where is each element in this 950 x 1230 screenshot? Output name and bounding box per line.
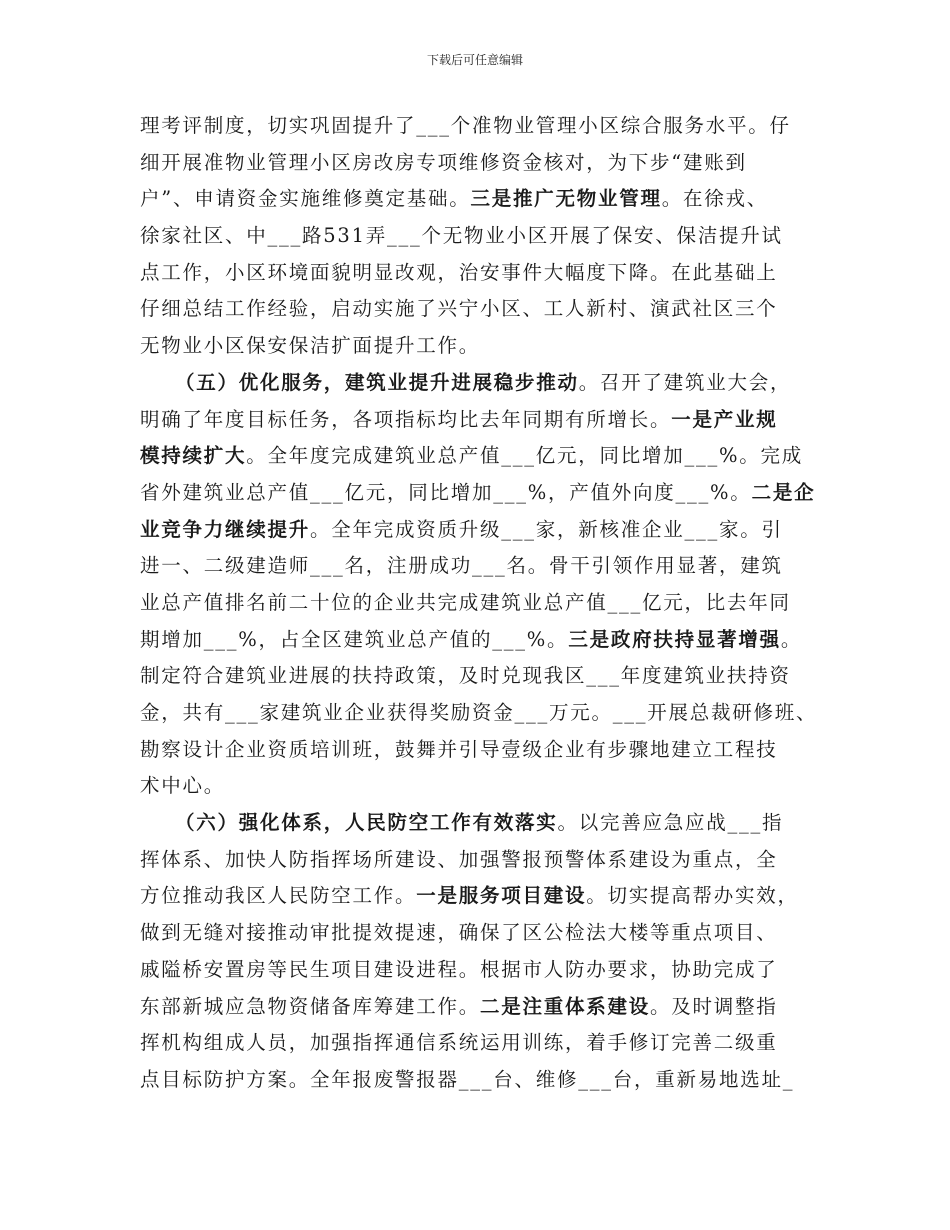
text-run: 挥机构组成人员，加强指挥通信系统运用训练，着手修订完善二级重 bbox=[140, 1031, 778, 1055]
text-run: 做到无缝对接推动审批提效提速，确保了区公检法大楼等重点项目、 bbox=[140, 921, 778, 945]
text-line bbox=[140, 1062, 820, 1099]
text-run: 点工作，小区环境面貌明显改观，治安事件大幅度下降。在此基础上 bbox=[140, 260, 778, 284]
text-line bbox=[140, 732, 820, 769]
text-run: 理考评制度，切实巩固提升了___个准物业管理小区综合服务水平。仔 bbox=[140, 114, 791, 137]
text-line bbox=[140, 108, 820, 145]
text-line bbox=[140, 548, 820, 585]
text-run: 。及时调整指 bbox=[650, 994, 778, 1018]
text-run: 徐家社区、中___路531弄___个无物业小区开展了保安、保洁提升试 bbox=[140, 224, 783, 248]
bold-text-run: （五）优化服务，建筑业提升进展稳步推动 bbox=[175, 370, 579, 394]
text-run: 细开展准物业管理小区房改房专项维修资金核对，为下步“建账到 bbox=[140, 150, 747, 174]
text-run: 挥体系、加快人防指挥场所建设、加强警报预警体系建设为重点，全 bbox=[140, 847, 778, 871]
text-line bbox=[140, 1025, 820, 1062]
text-run: 。全年完成资质升级___家，新核准企业___家。引 bbox=[310, 517, 783, 541]
text-run: 。以完善应急应战___指 bbox=[557, 811, 784, 835]
text-line bbox=[140, 878, 820, 915]
text-line bbox=[140, 218, 820, 255]
text-line bbox=[140, 658, 820, 695]
text-line bbox=[140, 291, 820, 328]
text-line bbox=[140, 475, 820, 512]
bold-text-run: 一是产业规 bbox=[671, 407, 778, 431]
text-line bbox=[140, 915, 820, 952]
text-run: 戚隘桥安置房等民生项目建设进程。根据市人防办要求，协助完成了 bbox=[140, 957, 778, 981]
text-line bbox=[140, 145, 820, 182]
text-line bbox=[140, 952, 820, 989]
text-run: 期增加___%，占全区建筑业总产值的___%。 bbox=[140, 627, 569, 651]
text-run: 。全年度完成建筑业总产值___亿元，同比增加___%。完成 bbox=[246, 444, 804, 468]
bold-text-run: 一是服务项目建设 bbox=[416, 884, 587, 908]
text-run: 勘察设计企业资质培训班，鼓舞并引导壹级企业有步骤地建立工程技 bbox=[140, 737, 778, 761]
text-line bbox=[140, 585, 820, 622]
text-run: 。召开了建筑业大会， bbox=[578, 370, 792, 394]
text-line bbox=[140, 695, 820, 732]
text-line bbox=[140, 989, 820, 1026]
bold-text-run: 业竞争力继续提升 bbox=[140, 517, 311, 541]
text-run: 方位推动我区人民防空工作。 bbox=[140, 884, 417, 908]
text-run: 。在徐戎、 bbox=[661, 187, 769, 211]
text-run: 点目标防护方案。全年报废警报器___台、维修___台，重新易地选址_ bbox=[140, 1067, 795, 1091]
text-line bbox=[140, 512, 820, 549]
text-line bbox=[140, 805, 820, 842]
text-run: 无物业小区保安保洁扩面提升工作。 bbox=[140, 334, 481, 358]
document-body bbox=[140, 108, 820, 1099]
text-line bbox=[140, 842, 820, 879]
text-line bbox=[140, 328, 820, 365]
bold-text-run: （六）强化体系，人民防空工作有效落实 bbox=[175, 811, 558, 835]
text-run: 进一、二级建造师___名，注册成功___名。骨干引领作用显著，建筑 bbox=[140, 554, 783, 578]
text-run: 术中心。 bbox=[140, 774, 226, 798]
text-run: 金，共有___家建筑业企业获得奖励资金___万元。___开展总裁研修班、 bbox=[140, 701, 818, 724]
page-header-note: 下载后可任意编辑 bbox=[426, 53, 523, 67]
bold-text-run: 模持续扩大 bbox=[140, 444, 247, 468]
text-run: 仔细总结工作经验，启动实施了兴宁小区、工人新村、演武社区三个 bbox=[140, 297, 778, 321]
text-run: 制定符合建筑业进展的扶持政策，及时兑现我区___年度建筑业扶持资 bbox=[140, 664, 791, 688]
text-line bbox=[140, 255, 820, 292]
text-line bbox=[140, 768, 820, 805]
text-line bbox=[140, 402, 820, 439]
text-run: 明确了年度目标任务，各项指标均比去年同期有所增长。 bbox=[140, 407, 672, 431]
text-run: 。切实提高帮办实效， bbox=[586, 884, 799, 908]
text-run: 东部新城应急物资储备库筹建工作。 bbox=[140, 994, 481, 1018]
text-run: 业总产值排名前二十位的企业共完成建筑业总产值___亿元，比去年同 bbox=[140, 590, 791, 614]
text-run: 。 bbox=[780, 627, 803, 651]
text-run: 户”、申请资金实施维修奠定基础。 bbox=[140, 187, 471, 211]
bold-text-run: 三是推广无物业管理 bbox=[470, 187, 662, 211]
text-run: 省外建筑业总产值___亿元，同比增加___%，产值外向度___%。 bbox=[140, 480, 752, 504]
bold-text-run: 二是企 bbox=[751, 480, 816, 504]
text-line bbox=[140, 181, 820, 218]
text-line bbox=[140, 438, 820, 475]
text-line bbox=[140, 622, 820, 659]
bold-text-run: 三是政府扶持显著增强 bbox=[568, 627, 781, 651]
text-line bbox=[140, 365, 820, 402]
bold-text-run: 二是注重体系建设 bbox=[480, 994, 651, 1018]
